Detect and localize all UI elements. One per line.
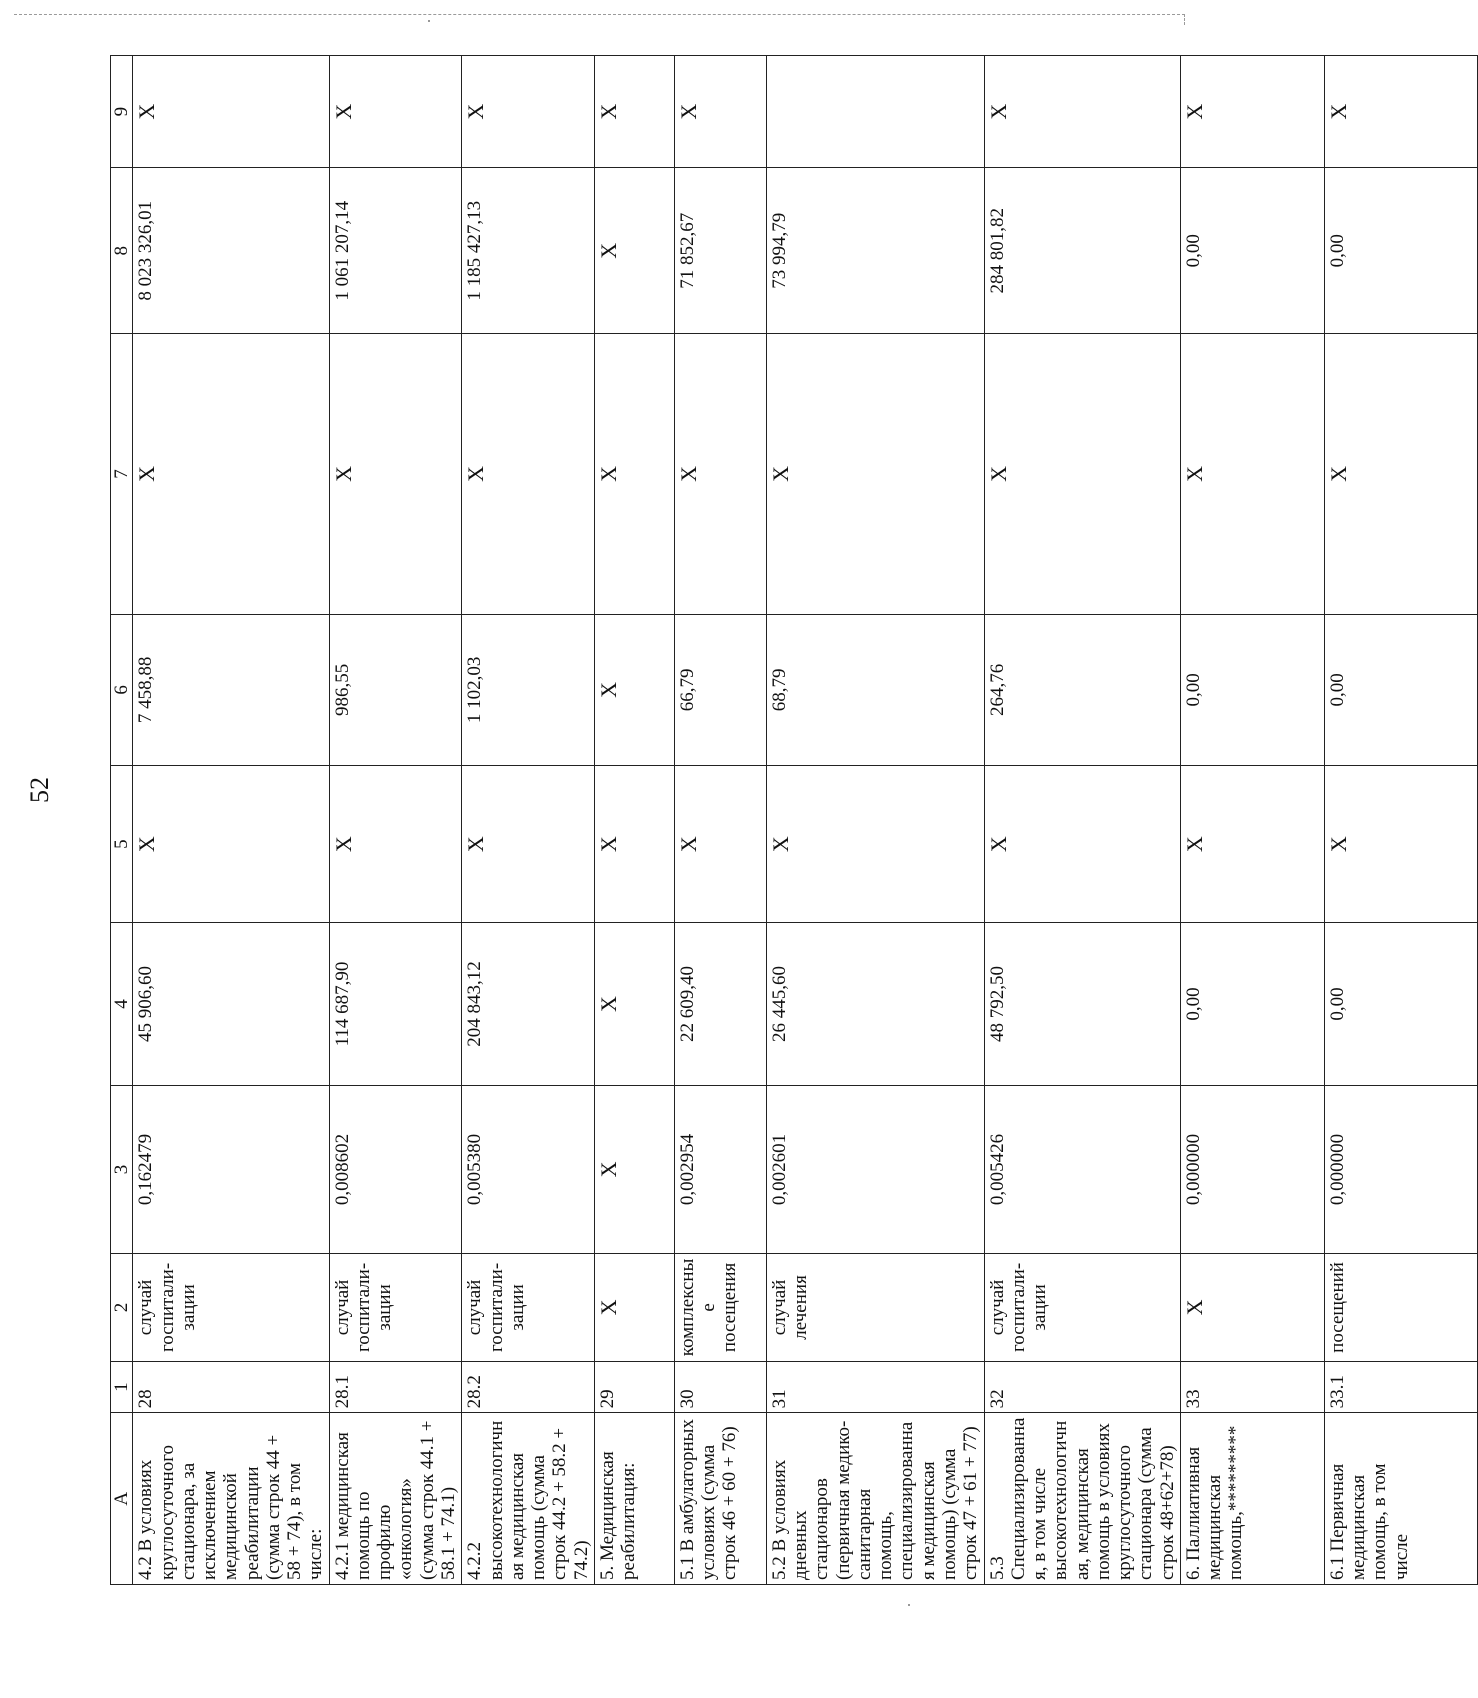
unit-cell: Х — [1180, 1254, 1324, 1362]
cell-col-3: 0,000000 — [1324, 1085, 1477, 1253]
header-cell: 8 — [111, 168, 133, 334]
table-row — [674, 56, 766, 1585]
cell-col-6: 986,55 — [329, 614, 462, 765]
cell-col-5: Х — [462, 766, 595, 923]
unit-cell: случай лечения — [766, 1254, 984, 1362]
cell-col-4: 45 906,60 — [133, 923, 329, 1086]
cell-col-8: 1 185 427,13 — [462, 168, 595, 334]
cell-col-5: Х — [133, 766, 329, 923]
unit-cell: случай госпитали-зации — [984, 1254, 1180, 1362]
table-row — [1180, 56, 1324, 1585]
unit-cell: комплексные посещения — [674, 1254, 766, 1362]
cell-col-7: Х — [462, 334, 595, 614]
cell-col-3: 0,005426 — [984, 1085, 1180, 1253]
row-label: 4.2.2 высокотехнологичная медицинская помощь (сумма строк 44.2 + 58.2 + 74.2) — [462, 1413, 595, 1585]
cell-col-9: Х — [1180, 56, 1324, 168]
header-cell: 9 — [111, 56, 133, 168]
cell-col-3: Х — [594, 1085, 674, 1253]
cell-col-5: Х — [329, 766, 462, 923]
header-cell: 6 — [111, 614, 133, 765]
cell-col-6: 1 102,03 — [462, 614, 595, 765]
cell-col-5: Х — [674, 766, 766, 923]
cell-col-4: 0,00 — [1324, 923, 1477, 1086]
cell-col-7: Х — [133, 334, 329, 614]
cell-col-5: Х — [984, 766, 1180, 923]
table-row — [329, 56, 462, 1585]
cell-col-4: 114 687,90 — [329, 923, 462, 1086]
cell-col-8: 73 994,79 — [766, 168, 984, 334]
financing-table — [110, 55, 1478, 1585]
cell-col-7: Х — [984, 334, 1180, 614]
table-row — [1324, 56, 1477, 1585]
cell-col-5: Х — [1324, 766, 1477, 923]
header-cell: 1 — [111, 1361, 133, 1413]
scan-speck — [908, 1604, 910, 1606]
cell-col-5: Х — [766, 766, 984, 923]
cell-col-8: Х — [594, 168, 674, 334]
cell-col-6: 264,76 — [984, 614, 1180, 765]
row-label: 6. Паллиативная медицинская помощь,********* — [1180, 1413, 1324, 1585]
header-cell: 7 — [111, 334, 133, 614]
cell-col-9: Х — [1324, 56, 1477, 168]
header-cell: А — [111, 1413, 133, 1585]
row-number: 32 — [984, 1361, 1180, 1413]
cell-col-3: 0,002601 — [766, 1085, 984, 1253]
unit-cell: случай госпитали-зации — [329, 1254, 462, 1362]
header-cell: 3 — [111, 1085, 133, 1253]
cell-col-7: Х — [329, 334, 462, 614]
cell-col-9: Х — [674, 56, 766, 168]
row-number: 28 — [133, 1361, 329, 1413]
header-cell: 2 — [111, 1254, 133, 1362]
unit-cell: Х — [594, 1254, 674, 1362]
cell-col-5: Х — [1180, 766, 1324, 923]
row-number: 30 — [674, 1361, 766, 1413]
row-label: 4.2.1 медицинская помощь по профилю «онкология» (сумма строк 44.1 + 58.1 + 74.1) — [329, 1413, 462, 1585]
row-number: 33.1 — [1324, 1361, 1477, 1413]
cell-col-7: Х — [1324, 334, 1477, 614]
cell-col-6: 0,00 — [1324, 614, 1477, 765]
cell-col-6: 66,79 — [674, 614, 766, 765]
row-number: 33 — [1180, 1361, 1324, 1413]
page-number: 52 — [25, 777, 54, 803]
row-label: 5. Медицинская реабилитация: — [594, 1413, 674, 1585]
cell-col-4: 0,00 — [1180, 923, 1324, 1086]
cell-col-9: Х — [462, 56, 595, 168]
row-number: 31 — [766, 1361, 984, 1413]
scan-speck — [428, 20, 430, 22]
row-number: 28.1 — [329, 1361, 462, 1413]
cell-col-3: 0,002954 — [674, 1085, 766, 1253]
row-label: 5.1 В амбулаторных условиях (сумма строк 46 + 60 + 76) — [674, 1413, 766, 1585]
table-row — [133, 56, 329, 1585]
cell-col-4: 26 445,60 — [766, 923, 984, 1086]
header-cell: 5 — [111, 766, 133, 923]
table-row — [766, 56, 984, 1585]
cell-col-4: 22 609,40 — [674, 923, 766, 1086]
rotated-table-area — [110, 55, 1412, 1585]
table-body — [111, 56, 1478, 1585]
cell-col-8: 0,00 — [1180, 168, 1324, 334]
table-row — [984, 56, 1180, 1585]
scan-edge — [14, 14, 1185, 25]
cell-col-7: Х — [594, 334, 674, 614]
cell-col-8: 71 852,67 — [674, 168, 766, 334]
cell-col-6: Х — [594, 614, 674, 765]
cell-col-4: Х — [594, 923, 674, 1086]
cell-col-8: 0,00 — [1324, 168, 1477, 334]
row-label: 5.2 В условиях дневных стационаров (первичная медико-санитарная помощь, специализированная медицинская помощь) (сумма строк 47 + 61 + 77) — [766, 1413, 984, 1585]
cell-col-3: 0,008602 — [329, 1085, 462, 1253]
row-label: 6.1 Первичная медицинская помощь, в том числе — [1324, 1413, 1477, 1585]
header-cell: 4 — [111, 923, 133, 1086]
table-row — [462, 56, 595, 1585]
cell-col-4: 204 843,12 — [462, 923, 595, 1086]
cell-col-9: Х — [133, 56, 329, 168]
row-label: 4.2 В условиях круглосуточного стационара, за исключением медицинской реабилитации (сумма строк 44 + 58 + 74), в том числе: — [133, 1413, 329, 1585]
cell-col-7: Х — [1180, 334, 1324, 614]
cell-col-6: 7 458,88 — [133, 614, 329, 765]
cell-col-6: 0,00 — [1180, 614, 1324, 765]
row-number: 28.2 — [462, 1361, 595, 1413]
cell-col-3: 0,162479 — [133, 1085, 329, 1253]
cell-col-3: 0,005380 — [462, 1085, 595, 1253]
cell-col-9 — [766, 56, 984, 168]
unit-cell: случай госпитали-зации — [462, 1254, 595, 1362]
cell-col-8: 1 061 207,14 — [329, 168, 462, 334]
cell-col-8: 8 023 326,01 — [133, 168, 329, 334]
cell-col-9: Х — [594, 56, 674, 168]
unit-cell: случай госпитали-зации — [133, 1254, 329, 1362]
cell-col-9: Х — [984, 56, 1180, 168]
cell-col-7: Х — [674, 334, 766, 614]
cell-col-4: 48 792,50 — [984, 923, 1180, 1086]
header-row — [111, 56, 133, 1585]
cell-col-6: 68,79 — [766, 614, 984, 765]
cell-col-9: Х — [329, 56, 462, 168]
cell-col-3: 0,000000 — [1180, 1085, 1324, 1253]
row-number: 29 — [594, 1361, 674, 1413]
cell-col-8: 284 801,82 — [984, 168, 1180, 334]
row-label: 5.3 Специализированная, в том числе высокотехнологичная, медицинская помощь в условиях круглосуточного стационара (сумма строк 48+62+78) — [984, 1413, 1180, 1585]
table-row — [594, 56, 674, 1585]
cell-col-7: Х — [766, 334, 984, 614]
cell-col-5: Х — [594, 766, 674, 923]
unit-cell: посещений — [1324, 1254, 1477, 1362]
